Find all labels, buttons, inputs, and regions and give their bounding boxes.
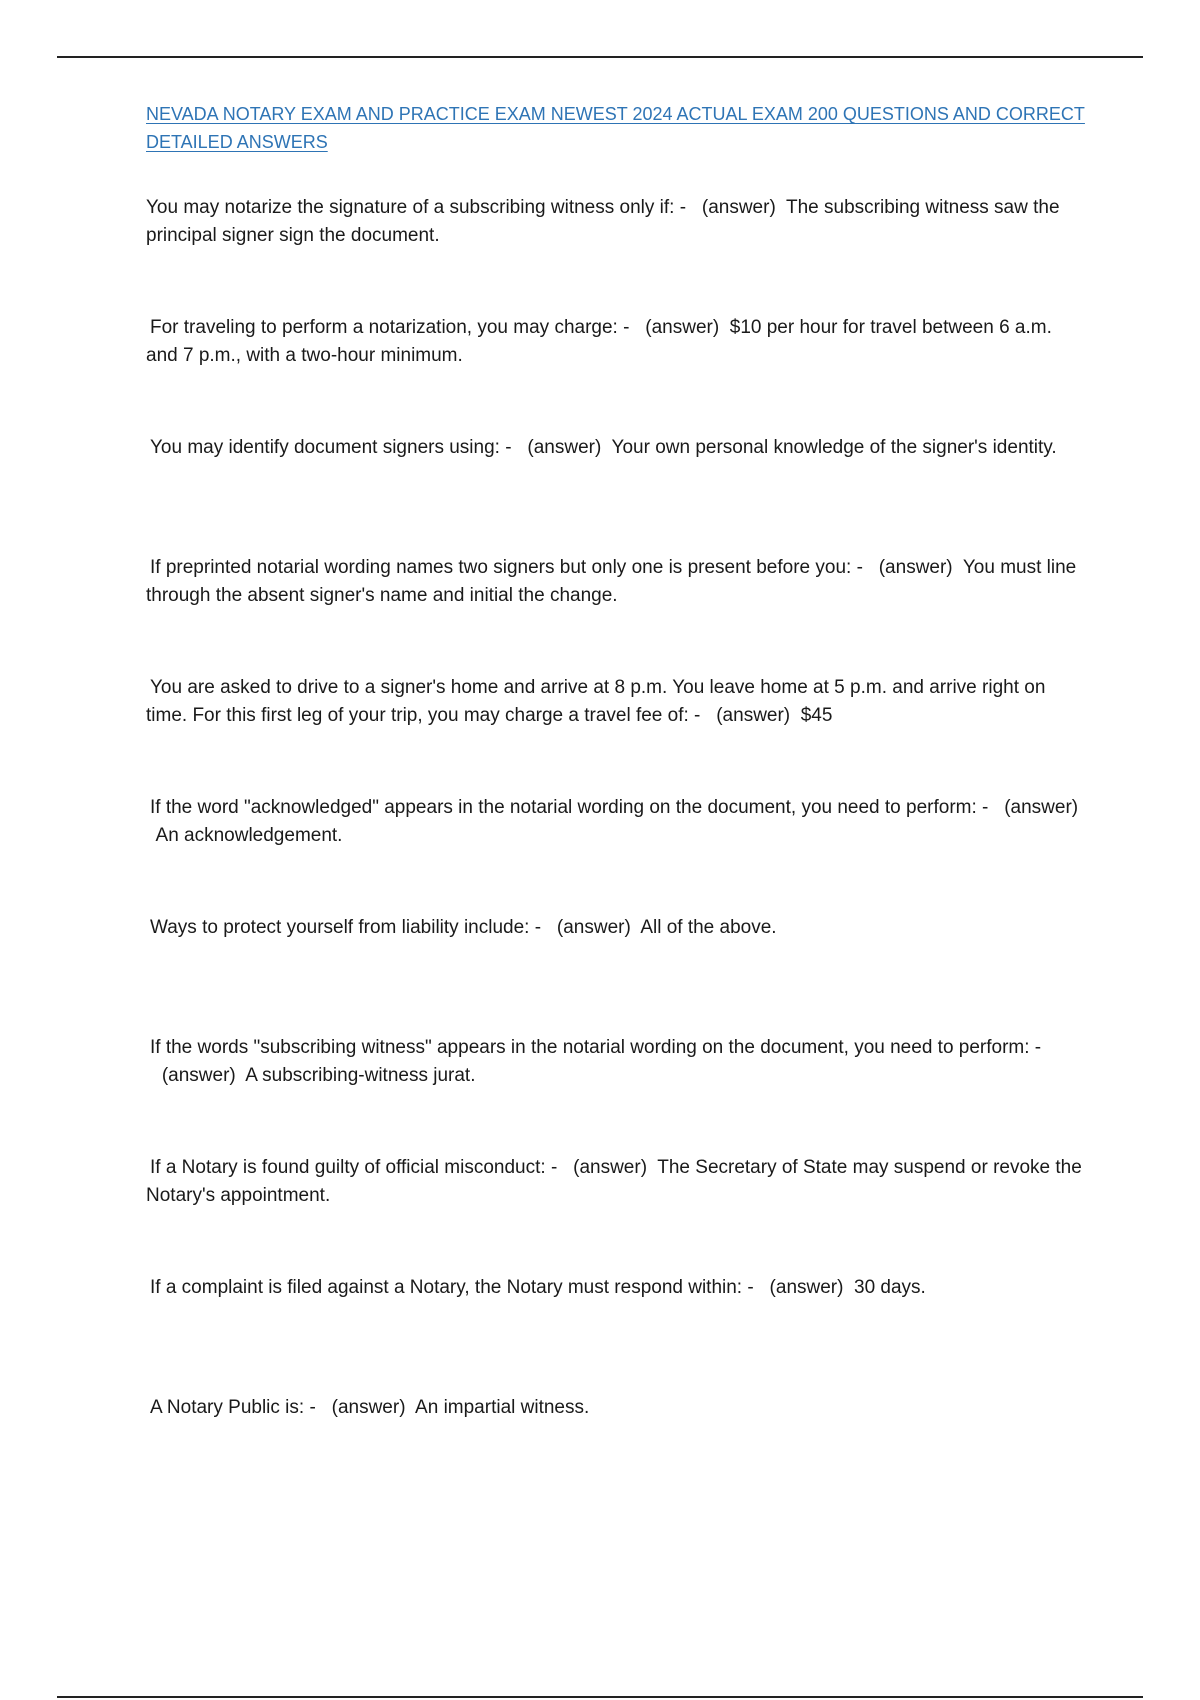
qa-answer: All of the above. [640,917,777,938]
qa-answer-tag: (answer) [573,1157,648,1178]
qa-answer: The Secretary of State may suspend or revoke the Notary's appointment. [146,1157,1082,1206]
qa-question: You may notarize the signature of a subscribing witness only if: - [146,197,687,218]
document-title[interactable] [146,100,1086,156]
qa-item [146,1154,1086,1210]
qa-question: For traveling to perform a notarization, you may charge: - [150,317,630,338]
qa-question: If preprinted notarial wording names two signers but only one is present before you: - [150,557,863,578]
qa-answer-tag: (answer) [556,917,631,938]
qa-question: If the word "acknowledged" appears in the notarial wording on the document, you need to perform: - [150,797,989,818]
qa-item [146,1034,1086,1090]
qa-answer: An impartial witness. [415,1397,590,1418]
qa-question: Ways to protect yourself from liability include: - [150,917,542,938]
qa-answer-tag: (answer) [769,1277,844,1298]
qa-item [146,194,1086,250]
qa-answer-tag: (answer) [527,437,602,458]
bottom-rule [57,1696,1143,1698]
qa-list [146,194,1086,1450]
qa-answer-tag: (answer) [716,705,791,726]
document-body [146,100,1086,1450]
qa-answer: You must line through the absent signer's name and initial the change. [146,557,1077,606]
qa-answer-tag: (answer) [878,557,953,578]
qa-item [146,1274,1086,1330]
qa-question: You are asked to drive to a signer's home and arrive at 8 p.m. You leave home at 5 p.m. and arrive right on time. For this first leg of your trip, you may charge a travel fee of: - [146,677,1046,726]
qa-question: If a complaint is filed against a Notary, the Notary must respond within: - [150,1277,754,1298]
document-title-link[interactable]: NEVADA NOTARY EXAM AND PRACTICE EXAM NEWEST 2024 ACTUAL EXAM 200 QUESTIONS AND CORRECT DETAILED ANSWERS [146,104,1085,152]
top-rule [57,56,1143,58]
qa-answer-tag: (answer) [1004,797,1079,818]
qa-answer: $10 per hour for travel between 6 a.m. and 7 p.m., with a two-hour minimum. [146,317,1052,366]
qa-answer-tag: (answer) [331,1397,406,1418]
qa-item [146,1394,1086,1450]
qa-question: If a Notary is found guilty of official misconduct: - [150,1157,558,1178]
qa-answer-tag: (answer) [161,1065,236,1086]
qa-answer-tag: (answer) [701,197,776,218]
qa-item [146,794,1086,850]
qa-item [146,674,1086,730]
qa-question: You may identify document signers using: - [150,437,512,458]
qa-answer: An acknowledgement. [155,825,343,846]
qa-answer-tag: (answer) [645,317,720,338]
qa-answer: The subscribing witness saw the principal signer sign the document. [146,197,1060,246]
qa-answer: Your own personal knowledge of the signer's identity. [611,437,1057,458]
qa-question: If the words "subscribing witness" appears in the notarial wording on the document, you need to perform: - [150,1037,1042,1058]
qa-question: A Notary Public is: - [150,1397,316,1418]
qa-answer: $45 [800,705,833,726]
qa-answer: A subscribing-witness jurat. [245,1065,476,1086]
qa-item [146,434,1086,490]
qa-item [146,914,1086,970]
qa-item [146,314,1086,370]
qa-answer: 30 days. [854,1277,926,1298]
qa-item [146,554,1086,610]
